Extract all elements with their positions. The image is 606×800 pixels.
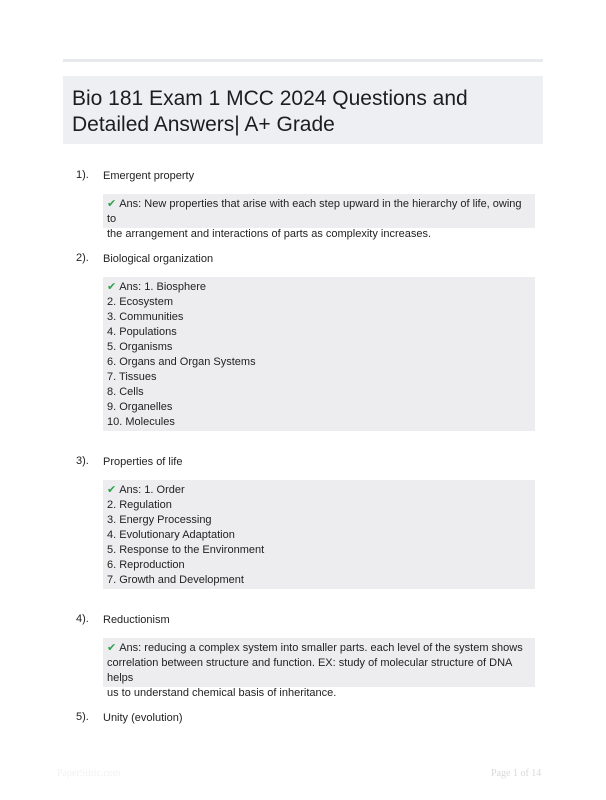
answer-line: 4. Populations [107, 326, 177, 338]
question-term: Properties of life [103, 456, 183, 468]
answer-line: 5. Organisms [107, 341, 173, 353]
answer-line: the arrangement and interactions of parts as complexity increases. [107, 228, 432, 240]
answer-line: us to understand chemical basis of inheritance. [107, 687, 337, 699]
answer-box [103, 480, 535, 589]
answer-line: 3. Energy Processing [107, 514, 212, 526]
answer-box [103, 194, 535, 240]
question-number: 4). [76, 613, 89, 625]
answer-line: 9. Organelles [107, 401, 173, 413]
answer-line: 7. Growth and Development [107, 574, 244, 586]
answer-box [103, 638, 535, 699]
question-number: 1). [76, 169, 89, 181]
answer-box [103, 277, 535, 431]
answer-line: ✔ Ans: New properties that arise with each step upward in the hierarchy of life, owing to [107, 198, 522, 225]
document-title [72, 86, 468, 138]
question-term: Unity (evolution) [103, 712, 183, 724]
footer-watermark: PaperStitic.com [57, 768, 121, 779]
question-number: 3). [76, 455, 89, 467]
answer-line: 10. Molecules [107, 416, 175, 428]
check-icon: ✔ [107, 198, 117, 210]
answer-line: ✔ Ans: reducing a complex system into smaller parts. each level of the system shows [107, 642, 523, 654]
title-line-1: Bio 181 Exam 1 MCC 2024 Questions and [72, 87, 468, 110]
answer-line: 8. Cells [107, 386, 144, 398]
answer-line: 2. Regulation [107, 499, 172, 511]
check-icon: ✔ [107, 484, 117, 496]
answer-line: correlation between structure and function. EX: study of molecular structure of DNA helps [107, 657, 512, 684]
answer-line: 2. Ecosystem [107, 296, 174, 308]
answer-line: 3. Communities [107, 311, 184, 323]
question-number: 5). [76, 711, 89, 723]
title-banner [63, 76, 543, 144]
question-term: Emergent property [103, 170, 195, 182]
answer-line: ✔ Ans: 1. Order [107, 484, 185, 496]
answer-line: 6. Reproduction [107, 559, 185, 571]
page-indicator: Page 1 of 14 [491, 768, 542, 779]
title-line-2: Detailed Answers| A+ Grade [72, 113, 335, 136]
answer-line: 6. Organs and Organ Systems [107, 356, 256, 368]
answer-line: ✔ Ans: 1. Biosphere [107, 281, 207, 293]
answer-line: 7. Tissues [107, 371, 157, 383]
question-term: Biological organization [103, 253, 214, 265]
top-divider [63, 59, 543, 62]
question-term: Reductionism [103, 614, 170, 626]
question-number: 2). [76, 252, 89, 264]
check-icon: ✔ [107, 642, 117, 654]
check-icon: ✔ [107, 281, 117, 293]
answer-line: 4. Evolutionary Adaptation [107, 529, 235, 541]
answer-line: 5. Response to the Environment [107, 544, 265, 556]
